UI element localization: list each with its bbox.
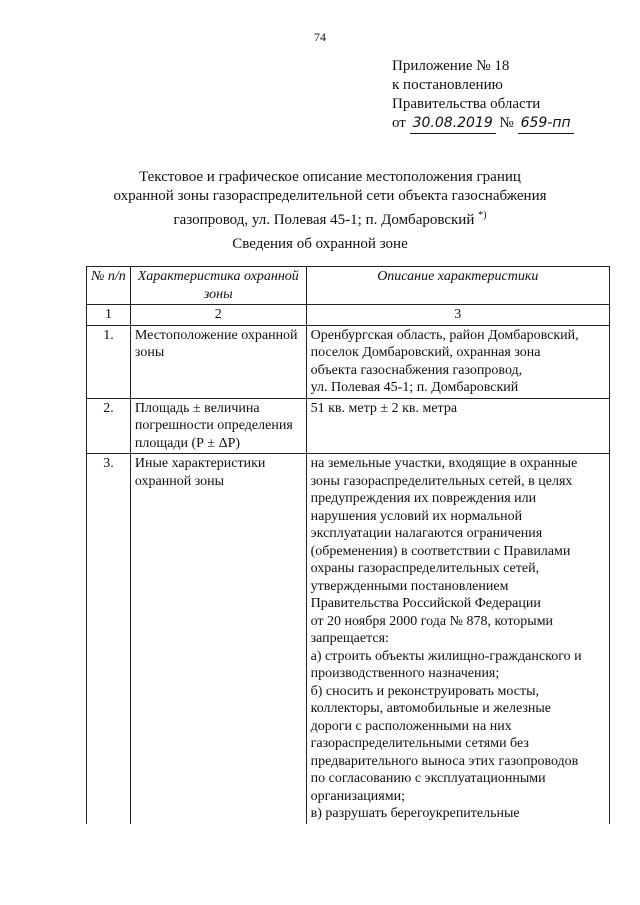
- description-line: дороги с расположенными на них: [310, 718, 512, 734]
- title-line: охранной зоны газораспределительной сети объекта газоснабжения: [113, 188, 547, 204]
- description-line: утвержденными постановлением: [310, 578, 509, 594]
- row-description: [306, 325, 609, 398]
- description-line: б) сносить и реконструировать мосты,: [310, 683, 539, 699]
- description-line: нарушения условий их нормальной: [310, 508, 523, 524]
- index-cell: 3: [306, 305, 609, 326]
- row-characteristic: Иные характеристики охранной зоны: [130, 454, 306, 824]
- table-row: [87, 325, 610, 398]
- description-line: по согласованию с эксплуатационными: [310, 771, 546, 786]
- description-line: 51 кв. метр ± 2 кв. метра: [310, 400, 458, 416]
- title-line: Текстовое и графическое описание местоположения границ: [139, 169, 521, 185]
- description-line: газораспределительными сетями без: [310, 736, 529, 751]
- appendix-line: Приложение № 18: [392, 58, 510, 74]
- description-line: на земельные участки, входящие в охранные: [310, 456, 578, 471]
- description-line: Правительства Российской Федерации: [310, 596, 541, 611]
- appendix-line: к постановлению: [392, 77, 503, 93]
- description-line: от 20 ноября 2000 года № 878, которыми: [310, 613, 554, 629]
- description-line: производственного назначения;: [310, 666, 500, 681]
- description-line: охраны газораспределительных сетей,: [310, 561, 540, 576]
- description-line: объекта газоснабжения газопровод,: [310, 362, 523, 378]
- index-cell: 2: [130, 305, 306, 326]
- handwritten-date: 30.08.2019: [410, 114, 496, 134]
- zone-info-table: [86, 266, 610, 824]
- description-line: предварительного выноса этих газопроводов: [310, 753, 579, 769]
- description-line: эксплуатации налагаются ограничения: [310, 526, 543, 541]
- description-line: Оренбургская область, район Домбаровский,: [310, 327, 579, 343]
- table-header-row: [87, 267, 610, 305]
- appendix-date-line: [392, 114, 574, 134]
- description-line: организациями;: [310, 788, 405, 804]
- description-line: (обременения) в соответствии с Правилами: [310, 543, 571, 559]
- description-line: зоны газораспределительных сетей, в целях: [310, 473, 573, 489]
- section-title: Сведения об охранной зоне: [232, 236, 408, 252]
- row-number: 3.: [87, 454, 131, 824]
- page-number: 74: [314, 30, 326, 44]
- row-description: [306, 398, 609, 454]
- row-characteristic: Площадь ± величина погрешности определения площади (Р ± ΔР): [130, 398, 306, 454]
- description-line: в) разрушать берегоукрепительные: [310, 806, 520, 821]
- number-sign: №: [499, 115, 514, 131]
- description-line: запрещается:: [310, 631, 389, 646]
- row-number: 2.: [87, 398, 131, 454]
- description-line: коллекторы, автомобильные и железные: [310, 701, 551, 716]
- handwritten-number: 659-пп: [518, 114, 574, 134]
- row-characteristic: Местоположение охранной зоны: [130, 325, 306, 398]
- from-label: от: [392, 115, 406, 131]
- header-characteristic: Характеристика охранной зоны: [130, 267, 306, 305]
- row-description: [306, 454, 609, 824]
- appendix-block: [392, 57, 574, 134]
- appendix-line: Правительства области: [392, 96, 541, 112]
- description-line: предупреждения их повреждения или: [310, 491, 537, 506]
- table-row: [87, 454, 610, 824]
- document-title: [90, 168, 570, 230]
- header-description: Описание характеристики: [306, 267, 609, 305]
- table-row: [87, 398, 610, 454]
- footnote-mark: *): [478, 210, 487, 221]
- title-line-text: газопровод, ул. Полевая 45-1; п. Домбаровский: [173, 212, 475, 228]
- description-line: а) строить объекты жилищно-гражданского и: [310, 648, 582, 664]
- description-line: поселок Домбаровский, охранная зона: [310, 345, 541, 360]
- description-line: ул. Полевая 45-1; п. Домбаровский: [310, 380, 519, 395]
- index-cell: 1: [87, 305, 131, 326]
- title-line: [90, 206, 570, 230]
- row-number: 1.: [87, 325, 131, 398]
- table-index-row: [87, 305, 610, 326]
- header-number: № п/п: [87, 267, 131, 305]
